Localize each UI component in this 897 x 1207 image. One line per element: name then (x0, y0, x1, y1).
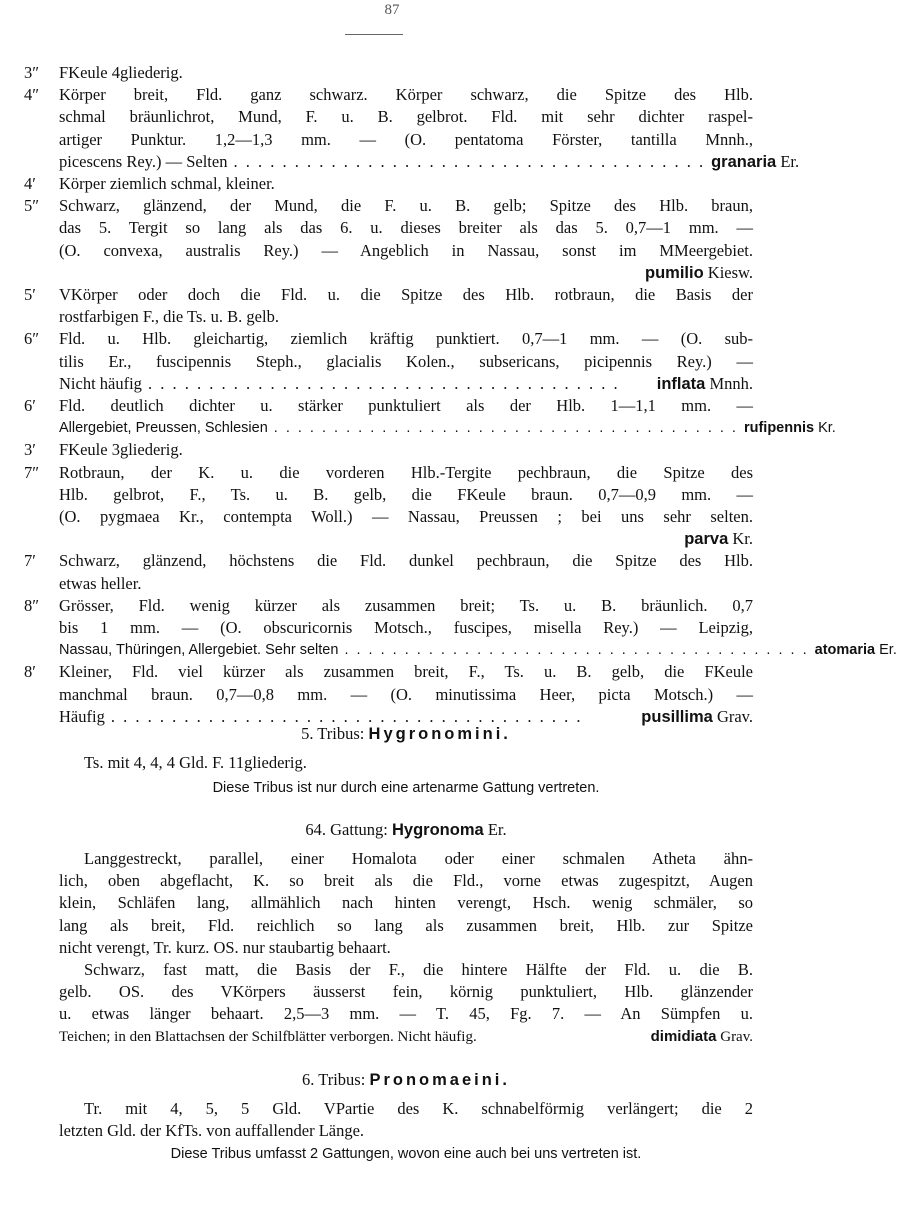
couplet-line (59, 240, 753, 262)
species-author: Grav. (712, 706, 753, 726)
line-text: bis 1 mm. — (O. obscuricornis Motsch., fuscipes, misella Rey.) — Leipzig, (59, 618, 753, 637)
genus-description-line: nicht verengt, Tr. kurz. OS. nur staubartig behaart. (59, 937, 391, 957)
species-author: Er. (776, 151, 800, 171)
couplet-line (59, 351, 753, 373)
genus-species-line: gelb. OS. des VKörpers äusserst fein, körnig punktuliert, Hlb. glänzender (59, 982, 753, 1002)
line-text: Körper breit, Fld. ganz schwarz. Körper schwarz, die Spitze des Hlb. (59, 85, 753, 105)
line-text: Kleiner, Fld. viel kürzer als zusammen breit, F., Ts. u. B. gelb, die FKeule (59, 662, 753, 682)
tribus-prefix: 5. Tribus: (301, 724, 369, 743)
line-text: Grösser, Fld. wenig kürzer als zusammen breit; Ts. u. B. bräunlich. 0,7 (59, 595, 753, 615)
couplet-label: 3′ (24, 440, 36, 460)
couplet-line (59, 573, 753, 595)
couplet-line (59, 129, 753, 151)
line-text: etwas heller. (59, 573, 142, 593)
line-text: schmal bräunlichrot, Mund, F. u. B. gelbrot. Fld. mit sehr dichter raspel- (59, 107, 753, 127)
line-text: Allergebiet, Preussen, Schlesien (59, 420, 268, 437)
species-group (651, 1026, 753, 1048)
genus-prefix: 64. Gattung: (305, 820, 392, 839)
line-text: FKeule 3gliederig. (59, 440, 183, 460)
tribus-name: Hygronomini. (368, 725, 511, 743)
species-author: Kiesw. (703, 262, 753, 282)
species-author: Er. (875, 642, 897, 659)
tribus-5-note: Diese Tribus ist nur durch eine artenarme Gattung vertreten. (212, 780, 600, 796)
line-text: artiger Punktur. 1,2—1,3 mm. — (O. pentatoma Förster, tantilla Mnnh., (59, 129, 753, 149)
species-name: parva (684, 530, 729, 549)
couplet-line (59, 373, 753, 395)
couplet-line (59, 84, 753, 106)
species-author: Mnnh. (705, 373, 753, 393)
couplet-line (59, 151, 800, 173)
couplet-line (59, 284, 753, 306)
dot-leader: . . . . . . . . . . . . . . . . . . . . . . . . . . . . . . . . . . . . . . . (110, 706, 583, 726)
couplet-line (59, 262, 753, 284)
tribus-6-line: Tr. mit 4, 5, 5 Gld. VPartie des K. schnabelförmig verlängert; die 2 (84, 1099, 753, 1118)
couplet-line (59, 439, 753, 461)
couplet-line (59, 62, 753, 84)
line-text: FKeule 4gliederig. (59, 63, 183, 82)
genus-species-line: u. etwas länger behaart. 2,5—3 mm. — T. 45, Fg. 7. — An Sümpfen u. (59, 1004, 753, 1024)
tribus-5-heading (59, 722, 753, 746)
line-text: rostfarbigen F., die Ts. u. B. gelb. (59, 307, 279, 327)
couplet-label: 8′ (24, 662, 36, 682)
species-name: granaria (711, 152, 777, 171)
genus-species-line (59, 1026, 753, 1048)
genus-description-line: lang als breit, Fld. reichlich so lang als zusammen breit, Hlb. zur Spitze (59, 915, 753, 935)
couplet-line (59, 106, 753, 128)
species-author: Grav. (716, 1028, 753, 1045)
species-name: atomaria (814, 642, 876, 659)
dot-leader: . . . . . . . . . . . . . . . . . . . . . . . . . . . . . . . . . . . . . . . (344, 642, 809, 659)
line-text: Nassau, Thüringen, Allergebiet. Sehr selten (59, 642, 339, 659)
species-name: rufipennis (743, 420, 815, 437)
genus-64-heading (59, 818, 753, 842)
couplet-line (59, 684, 753, 706)
couplet-label: 5″ (24, 196, 40, 216)
couplet-label: 3″ (24, 63, 40, 82)
line-text: Fld. u. Hlb. gleichartig, ziemlich kräftig punktiert. 0,7—1 mm. — (O. sub- (59, 329, 753, 349)
couplet-line (59, 484, 753, 506)
couplet-line (59, 173, 753, 195)
genus-description-line: Langgestreckt, parallel, einer Homalota oder einer schmalen Atheta ähn- (84, 849, 753, 868)
line-text: tilis Er., fuscipennis Steph., glacialis Kolen., subsericans, picipennis Rey.) — (59, 351, 753, 371)
couplet-line (59, 617, 753, 639)
tribus-6-note: Diese Tribus umfasst 2 Gattungen, wovon eine auch bei uns vertreten ist. (170, 1146, 642, 1163)
line-text: (O. pygmaea Kr., contempta Woll.) — Nassau, Preussen ; bei uns sehr selten. (59, 507, 753, 526)
couplet-line (59, 195, 753, 217)
line-text: Häufig (59, 706, 105, 726)
line-text: Nicht häufig (59, 373, 142, 393)
couplet-label: 6′ (24, 396, 36, 415)
line-text: Körper ziemlich schmal, kleiner. (59, 174, 275, 193)
species-author: Kr. (814, 420, 836, 437)
genus-species-line: Schwarz, fast matt, die Basis der F., die hintere Hälfte der Fld. u. die B. (84, 960, 753, 979)
dot-leader: . . . . . . . . . . . . . . . . . . . . . . . . . . . . . . . . . . . . . . . (273, 420, 738, 437)
tribus-name: Pronomaeini. (369, 1071, 510, 1089)
genus-name: Hygronoma (392, 821, 484, 839)
line-text: (O. convexa, australis Rey.) — Angeblich in Nassau, sonst im MMeergebiet. (59, 240, 753, 260)
couplet-line (59, 550, 753, 572)
couplet-label: 7′ (24, 551, 36, 571)
couplet-line (59, 506, 753, 528)
page-number-rule (345, 34, 403, 35)
couplet-label: 5′ (24, 285, 36, 304)
line-text: Schwarz, glänzend, höchstens die Fld. dunkel pechbraun, die Spitze des Hlb. (59, 551, 753, 571)
line-text: Hlb. gelbrot, F., Ts. u. B. gelb, die FKeule braun. 0,7—0,9 mm. — (59, 484, 753, 504)
species-name: inflata (656, 374, 706, 393)
couplet-label: 4″ (24, 85, 40, 105)
species-name: pumilio (644, 263, 704, 282)
tribus-6-heading (59, 1068, 753, 1092)
couplet-line (59, 595, 753, 617)
couplet-line (59, 395, 753, 417)
couplet-label: 4′ (24, 174, 36, 193)
line-text: Schwarz, glänzend, der Mund, die F. u. B. gelb; Spitze des Hlb. braun, (59, 196, 753, 216)
line-text: das 5. Tergit so lang als das 6. u. dieses breiter als das 5. 0,7—1 mm. — (59, 218, 753, 238)
page-number: 87 (384, 2, 400, 18)
line-text: Fld. deutlich dichter u. stärker punktuliert als der Hlb. 1—1,1 mm. — (59, 396, 753, 415)
species-name: pusillima (641, 707, 713, 726)
genus-description-line: klein, Schläfen lang, allmählich nach hinten verengt, Hsch. wenig schmäler, so (59, 893, 753, 913)
tribus-5-formula: Ts. mit 4, 4, 4 Gld. F. 11gliederig. (84, 753, 307, 772)
line-text: picescens Rey.) — Selten (59, 151, 228, 171)
couplet-line (59, 661, 753, 683)
species-author: Kr. (728, 529, 753, 549)
genus-description-line: lich, oben abgeflacht, K. so breit als die Fld., vorne etwas zugespitzt, Augen (59, 871, 753, 891)
couplet-line (59, 528, 753, 550)
tribus-prefix: 6. Tribus: (302, 1070, 370, 1089)
couplet-label: 6″ (24, 329, 40, 349)
couplet-label: 8″ (24, 595, 40, 615)
couplet-line (59, 462, 753, 484)
species-name: dimidiata (650, 1027, 717, 1045)
couplet-line (59, 639, 897, 661)
line-text: Teichen; in den Blattachsen der Schilfblätter verborgen. Nicht häufig. (59, 1028, 477, 1045)
couplet-line (59, 328, 753, 350)
couplet-line (59, 417, 836, 439)
genus-author: Er. (483, 820, 507, 839)
couplet-line (59, 306, 753, 328)
dot-leader: . . . . . . . . . . . . . . . . . . . . . . . . . . . . . . . . . . . . . . . (233, 151, 706, 171)
line-text: Rotbraun, der K. u. die vorderen Hlb.-Tergite pechbraun, die Spitze des (59, 462, 753, 482)
couplet-label: 7″ (24, 462, 40, 482)
line-text: VKörper oder doch die Fld. u. die Spitze des Hlb. rotbraun, die Basis der (59, 285, 753, 304)
line-text: manchmal braun. 0,7—0,8 mm. — (O. minutissima Heer, picta Motsch.) — (59, 684, 753, 704)
tribus-6-line: letzten Gld. der KfTs. von auffallender Länge. (59, 1121, 365, 1141)
couplet-line (59, 217, 753, 239)
dot-leader: . . . . . . . . . . . . . . . . . . . . . . . . . . . . . . . . . . . . . . . (147, 373, 620, 393)
